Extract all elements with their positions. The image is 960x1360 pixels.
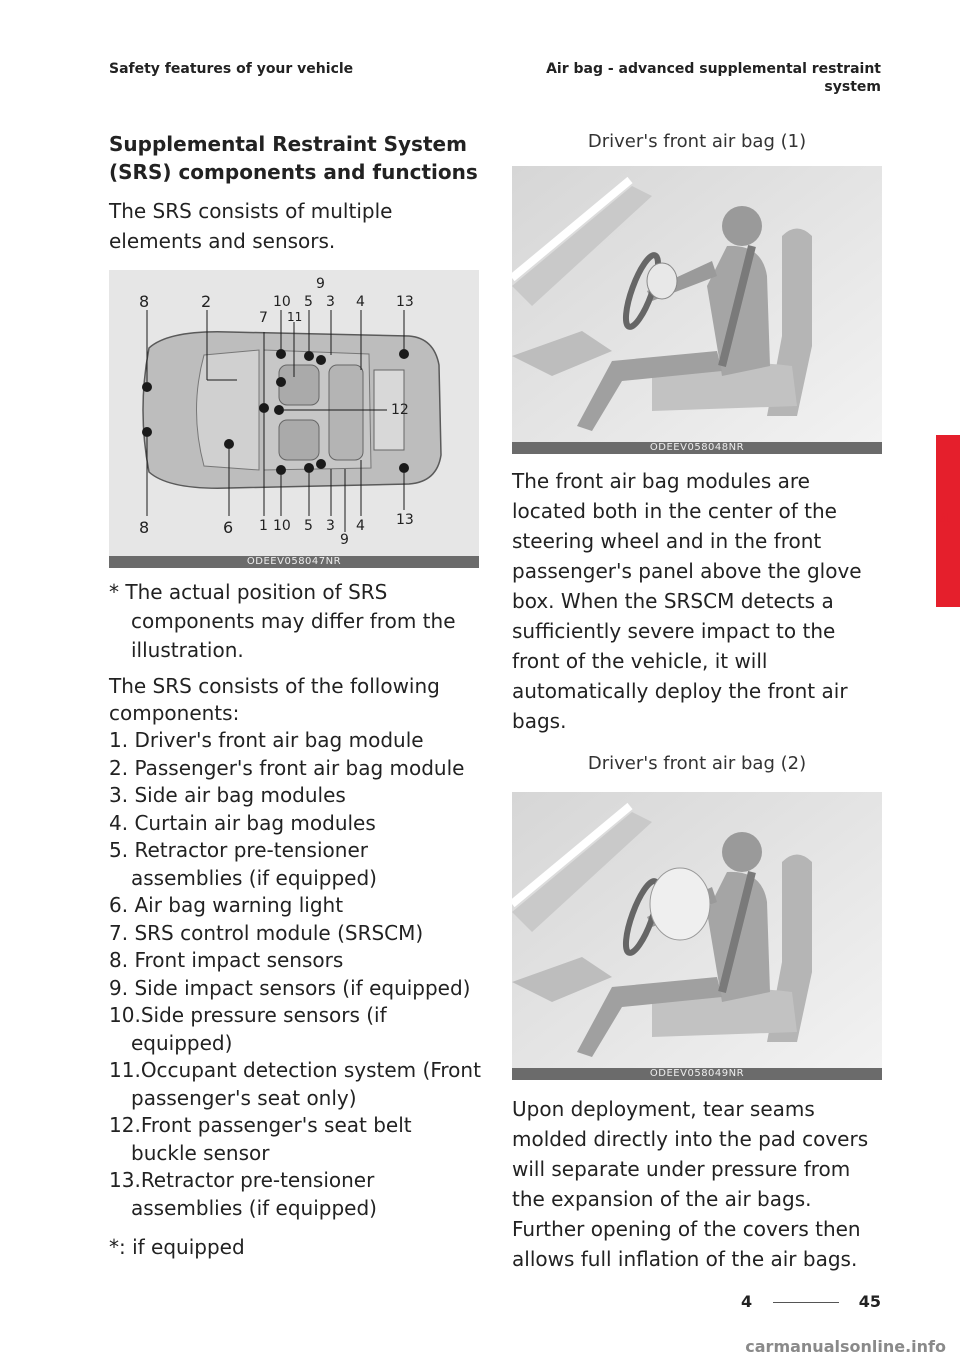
callout-9-bottom: 9 [340,532,349,548]
watermark: carmanualsonline.info [745,1337,946,1356]
right-column [512,130,882,1274]
footnote: *: if equipped [109,1235,245,1259]
callout-4-bottom: 4 [356,518,365,534]
list-item: 10.Side pressure sensors (if equipped) [109,1003,387,1055]
driver-airbag-illustration-2 [512,792,882,1068]
list-item: 8. Front impact sensors [109,948,344,972]
list-item: 3. Side air bag modules [109,783,346,807]
callout-2: 2 [201,292,212,311]
page-number: 45 [858,1292,881,1311]
intro-paragraph: The SRS consists of multiple elements and sensors. [109,199,393,253]
callout-12: 12 [391,402,409,418]
list-item: 9. Side impact sensors (if equipped) [109,975,471,1000]
callout-8-top: 8 [139,292,150,311]
callout-3-top: 3 [326,294,335,310]
callout-7: 7 [259,310,268,326]
list-item: 4. Curtain air bag modules [109,810,376,835]
callout-5-top: 5 [304,294,313,310]
components-list [109,727,481,1222]
list-item: 7. SRS control module (SRSCM) [109,920,424,945]
left-column [109,130,481,1262]
callout-9-top: 9 [316,276,325,292]
list-item: 12.Front passenger's seat belt buckle sensor [109,1113,412,1165]
srs-components-figure [109,270,479,556]
callout-4-top: 4 [356,294,365,310]
figure1-caption: Driver's front air bag (1) [587,131,807,152]
header-chapter-title: Air bag - advanced supplemental restraint system [546,61,881,95]
figure2-caption: Driver's front air bag (2) [587,753,807,774]
callout-3-bottom: 3 [326,518,335,534]
callout-13-bottom: 13 [396,512,414,528]
driver-airbag-figure-2 [512,792,882,1068]
callout-1: 1 [259,518,268,534]
callout-6: 6 [223,518,234,537]
callout-10-bottom: 10 [273,518,291,534]
section-heading: Supplemental Restraint System (SRS) components and functions [109,132,478,184]
figure-code: ODEEV058047NR [109,556,479,568]
list-item: 13.Retractor pre-tensioner assemblies (if equipped) [109,1168,377,1220]
footer-chapter: 4 [741,1292,753,1311]
callout-13-top: 13 [396,294,414,310]
front-airbag-paragraph: The front air bag modules are located both in the center of the steering wheel and in the front passenger's panel above the glove box. When the SRSCM detects a sufficiently severe impact to the front of the vehicle, it will automatically deploy the front air bags. [512,469,862,733]
chapter-tab-number: 4 [937,510,950,531]
callout-5-bottom: 5 [304,518,313,534]
list-item: 5. Retractor pre-tensioner assemblies (if equipped) [109,838,377,890]
list-item: 1. Driver's front air bag module [109,728,424,752]
driver-airbag-illustration-1 [512,166,882,442]
callout-10-top: 10 [273,294,291,310]
deployment-paragraph: Upon deployment, tear seams molded directly into the pad covers will separate under pressure from the expansion of the air bags. Further opening of the covers then allows full inflation of the air bags. [512,1097,869,1271]
figure2-code: ODEEV058049NR [512,1068,882,1080]
figure1-code: ODEEV058048NR [512,442,882,454]
illustration-note: * The actual position of SRS components may differ from the illustration. [109,580,456,662]
driver-airbag-figure-1 [512,166,882,442]
callout-11: 11 [287,310,303,324]
header-section-title: Safety features of your vehicle [109,61,354,77]
page-footer [741,1292,881,1312]
list-intro: The SRS consists of the following components: [109,674,440,725]
list-item: 11.Occupant detection system (Front passenger's seat only) [109,1058,481,1110]
list-item: 2. Passenger's front air bag module [109,755,465,780]
list-item: 6. Air bag warning light [109,893,344,917]
footer-divider [773,1302,839,1303]
callout-8-bottom: 8 [139,518,150,537]
